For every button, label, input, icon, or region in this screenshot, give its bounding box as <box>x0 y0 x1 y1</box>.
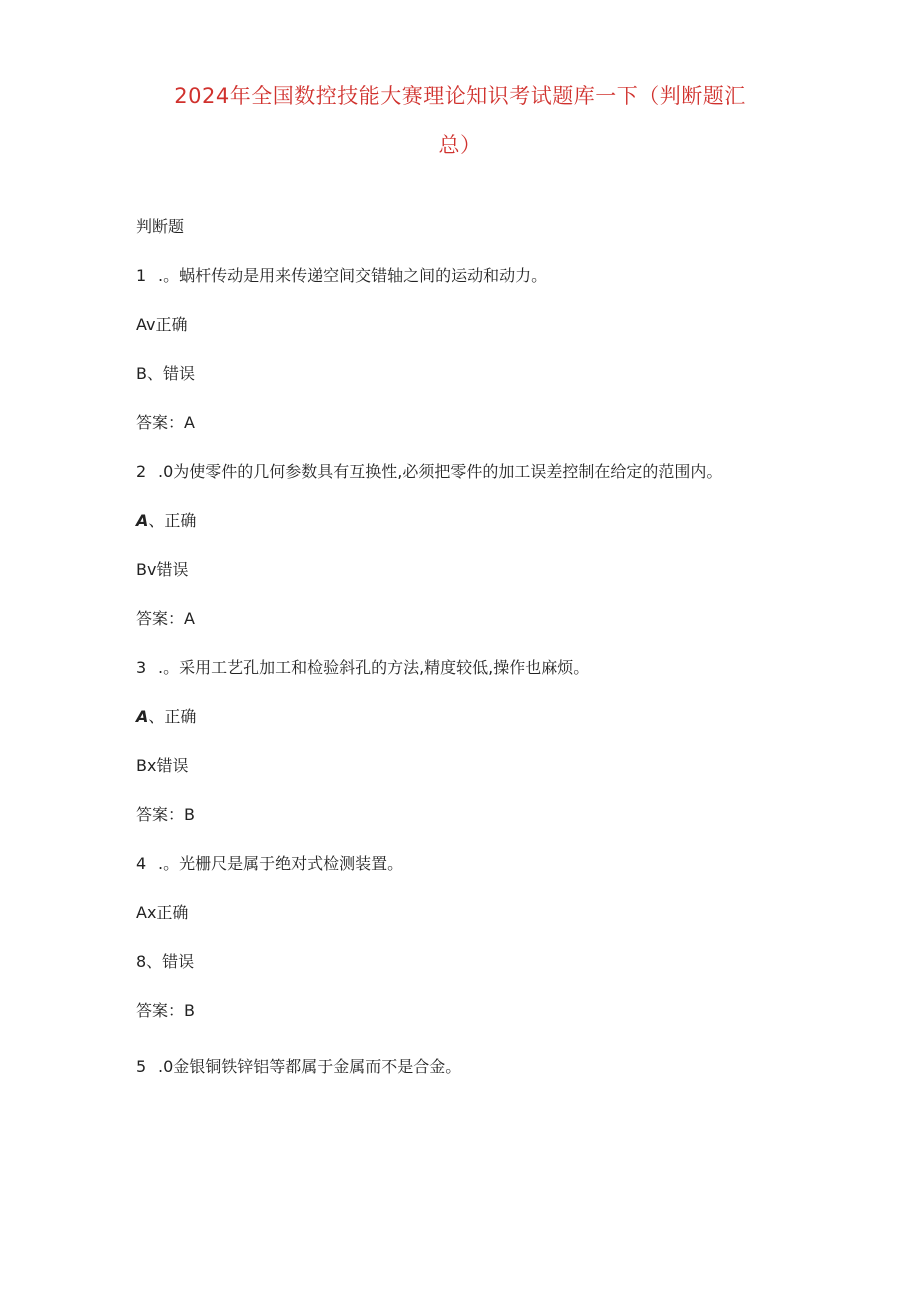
option-text: 、正确 <box>148 511 197 530</box>
question-number: 4 <box>136 854 147 873</box>
question-2-option-b: Bv错误 <box>136 560 189 579</box>
question-1-option-a: Av正确 <box>136 315 188 334</box>
question-text: .。采用工艺孔加工和检验斜孔的方法,精度较低,操作也麻烦。 <box>158 658 590 677</box>
question-3 <box>136 657 589 679</box>
question-2-answer: 答案：A <box>136 609 195 628</box>
option-letter: A <box>136 511 149 530</box>
question-2-option-a <box>136 510 196 532</box>
question-text: .0金银铜铁锌铝等都属于金属而不是合金。 <box>158 1057 462 1076</box>
question-number: 5 <box>136 1057 147 1076</box>
question-4-option-b: 8、错误 <box>136 952 195 971</box>
option-text: 、正确 <box>148 707 197 726</box>
option-letter: A <box>136 707 149 726</box>
question-text: .。蜗杆传动是用来传递空间交错轴之间的运动和动力。 <box>158 266 548 285</box>
question-3-option-a <box>136 706 196 728</box>
document-title-line-1: 2024年全国数控技能大赛理论知识考试题库一下（判断题汇 <box>174 84 746 108</box>
question-4 <box>136 853 403 875</box>
document-title-line-2: 总） <box>438 133 482 157</box>
question-1-answer: 答案：A <box>136 413 195 432</box>
question-number: 3 <box>136 658 147 677</box>
question-4-option-a: Ax正确 <box>136 903 189 922</box>
question-text: .。光栅尺是属于绝对式检测装置。 <box>158 854 404 873</box>
question-5 <box>136 1056 461 1078</box>
question-1-option-b: B、错误 <box>136 364 195 383</box>
section-label: 判断题 <box>136 217 185 236</box>
question-3-option-b: Bx错误 <box>136 756 189 775</box>
question-number: 1 <box>136 266 147 285</box>
question-3-answer: 答案：B <box>136 805 195 824</box>
question-4-answer: 答案：B <box>136 1001 195 1020</box>
question-number: 2 <box>136 462 147 481</box>
question-2 <box>136 461 722 483</box>
question-1 <box>136 265 547 287</box>
question-text: .0为使零件的几何参数具有互换性,必须把零件的加工误差控制在给定的范围内。 <box>158 462 723 481</box>
